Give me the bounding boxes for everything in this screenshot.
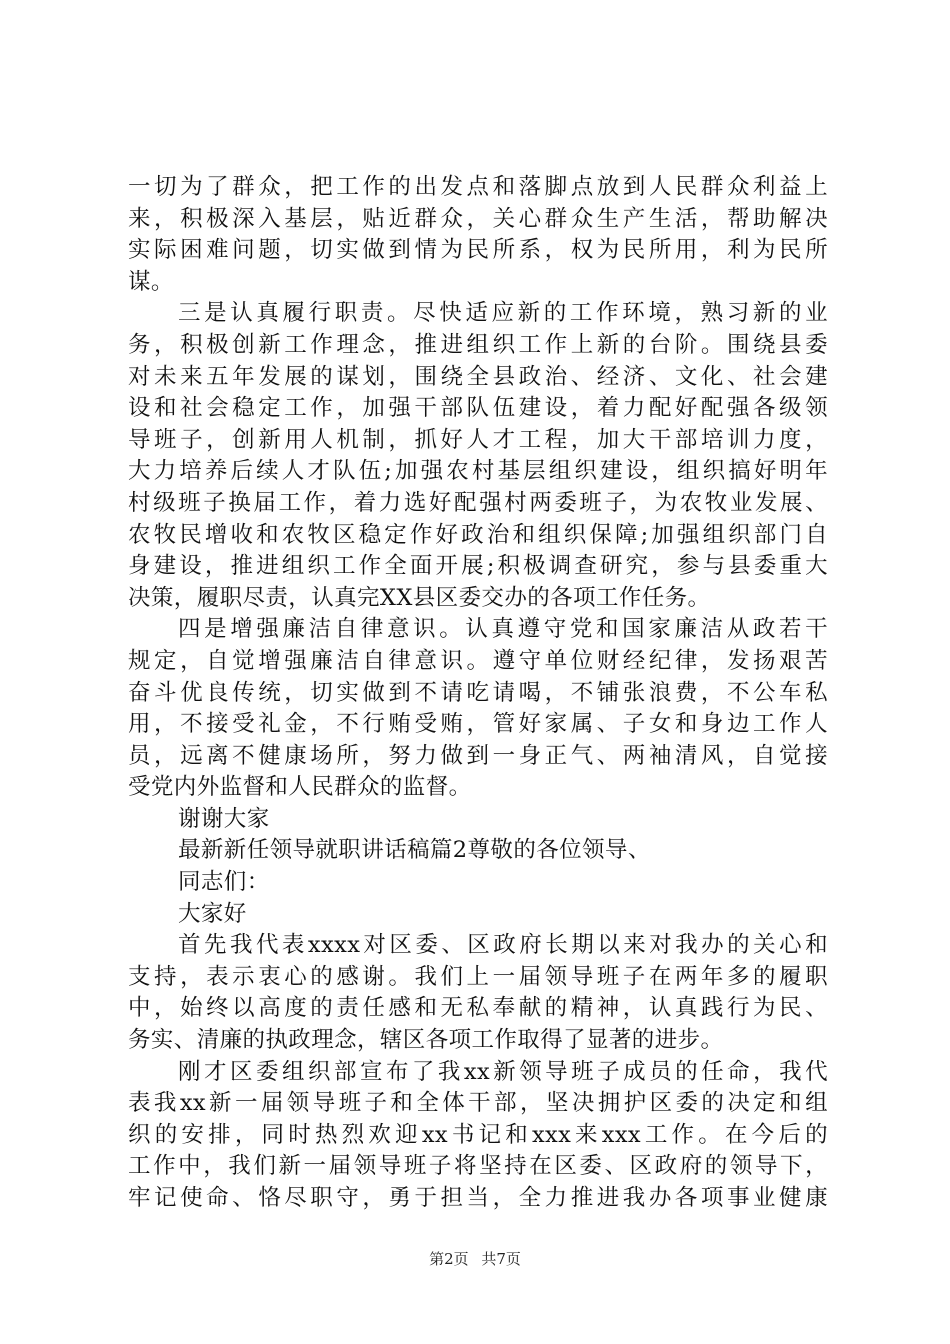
text-line: 决策，履职尽责，认真完XX县区委交办的各项工作任务。 [128, 584, 711, 611]
text-line: 中，始终以高度的责任感和无私奉献的精神，认真践行为民、 [128, 995, 828, 1022]
text-line: 来，积极深入基层，贴近群众，关心群众生产生活，帮助解决 [128, 205, 828, 232]
text-line: 谋。 [128, 268, 174, 295]
text-line: 导班子，创新用人机制，抓好人才工程，加大干部培训力度， [128, 426, 828, 453]
page-number: 第2页 [429, 1250, 469, 1268]
page-footer [0, 1248, 950, 1269]
salutation-line: 同志们： [178, 869, 270, 896]
text-line: 工作中，我们新一届领导班子将坚持在区委、区政府的领导下， [128, 1153, 828, 1180]
text-line: 对未来五年发展的谋划，围绕全县政治、经济、文化、社会建 [128, 363, 828, 390]
text-line: 设和社会稳定工作，加强干部队伍建设，着力配好配强各级领 [128, 395, 828, 422]
text-line: 奋斗优良传统，切实做到不请吃请喝，不铺张浪费，不公车私 [128, 679, 828, 706]
paragraph-start-line: 四是增强廉洁自律意识。认真遵守党和国家廉洁从政若干 [178, 616, 828, 643]
text-line: 实际困难问题，切实做到情为民所系，权为民所用，利为民所 [128, 237, 828, 264]
text-line: 规定，自觉增强廉洁自律意识。遵守单位财经纪律，发扬艰苦 [128, 647, 828, 674]
text-line: 用，不接受礼金，不行贿受贿，管好家属、子女和身边工作人 [128, 711, 828, 738]
text-line: 大力培养后续人才队伍;加强农村基层组织建设，组织搞好明年 [128, 458, 828, 485]
text-line: 身建设，推进组织工作全面开展;积极调查研究，参与县委重大 [128, 553, 828, 580]
document-body [128, 172, 828, 1215]
section-heading: 最新新任领导就职讲话稿篇2尊敬的各位领导、 [178, 837, 651, 864]
text-line: 表我xx新一届领导班子和全体干部，坚决拥护区委的决定和组 [128, 1090, 828, 1117]
text-line: 农牧民增收和农牧区稳定作好政治和组织保障;加强组织部门自 [128, 521, 828, 548]
text-line: 支持，表示衷心的感谢。我们上一届领导班子在两年多的履职 [128, 963, 828, 990]
text-line: 员，远离不健康场所，努力做到一身正气、两袖清风，自觉接 [128, 742, 828, 769]
text-line: 务实、清廉的执政理念，辖区各项工作取得了显著的进步。 [128, 1027, 724, 1054]
text-line: 牢记使命、恪尽职守，勇于担当，全力推进我办各项事业健康 [128, 1185, 828, 1211]
text-line: 务，积极创新工作理念，推进组织工作上新的台阶。围绕县委 [128, 331, 828, 358]
text-line: 一切为了群众，把工作的出发点和落脚点放到人民群众利益上 [128, 174, 828, 200]
greeting-line: 大家好 [178, 900, 247, 927]
text-line: 村级班子换届工作，着力选好配强村两委班子，为农牧业发展、 [128, 489, 828, 516]
paragraph-start-line: 三是认真履行职责。尽快适应新的工作环境，熟习新的业 [178, 300, 828, 327]
text-line: 织的安排，同时热烈欢迎xx书记和xxx来xxx工作。在今后的 [128, 1121, 828, 1148]
page-total: 共7页 [481, 1250, 521, 1268]
paragraph-start-line: 刚才区委组织部宣布了我xx新领导班子成员的任命，我代 [178, 1058, 828, 1085]
closing-line: 谢谢大家 [178, 805, 270, 832]
text-line: 受党内外监督和人民群众的监督。 [128, 774, 472, 801]
paragraph-start-line: 首先我代表xxxx对区委、区政府长期以来对我办的关心和 [178, 932, 828, 959]
